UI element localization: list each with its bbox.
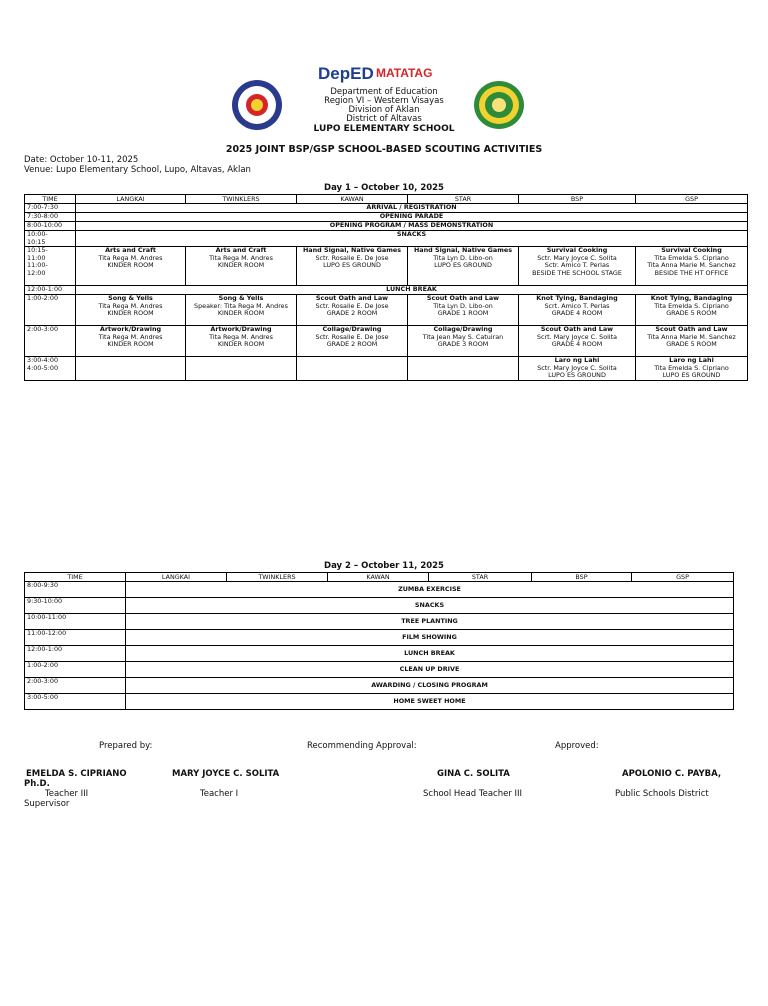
activity-title: Survival Cooking xyxy=(546,246,608,255)
activity-span-cell: OPENING PARADE xyxy=(76,213,748,222)
column-header: GSP xyxy=(636,195,748,204)
activity-detail: Scrt. Amico T. Perlas xyxy=(544,301,610,310)
activity-title: Arts and Craft xyxy=(215,246,267,255)
activity-title: Hand Signal, Native Games xyxy=(302,246,402,255)
column-header: LANGKAI xyxy=(126,573,227,582)
activity-cell xyxy=(519,295,636,326)
activity-title: Song & Yells xyxy=(108,294,153,303)
table-row xyxy=(25,630,734,646)
activity-detail: LUPO ES GROUND xyxy=(548,371,606,380)
activity-span-cell: ZUMBA EXERCISE xyxy=(126,582,734,598)
time-cell: 8:00-10:00 xyxy=(25,222,76,231)
signer-2-role: Teacher I xyxy=(200,789,239,799)
activity-cell xyxy=(408,295,519,326)
time-cell: 8:00-9:30 xyxy=(25,582,126,598)
table-row xyxy=(25,295,748,326)
activity-detail: BESIDE THE HT OFFICE xyxy=(654,268,729,277)
activity-title: Knot Tying, Bandaging xyxy=(536,294,618,303)
table-row xyxy=(25,614,734,630)
activity-detail: KINDER ROOM xyxy=(107,340,154,349)
time-cell: 2:00-3:00 xyxy=(25,678,126,694)
signer-4-role: Public Schools District xyxy=(615,789,709,799)
dept-line: Department of Education xyxy=(330,87,438,97)
signer-2-name: MARY JOYCE C. SOLITA xyxy=(172,769,280,779)
activity-detail: GRADE 3 ROOM xyxy=(437,340,489,349)
time-cell: 7:00-7:30 xyxy=(25,204,76,213)
table-row xyxy=(25,231,748,247)
activity-detail: Tita Rega M. Andres xyxy=(98,253,163,262)
activity-title: Scout Oath and Law xyxy=(540,325,614,334)
activity-detail: KINDER ROOM xyxy=(107,309,154,318)
deped-wordmark: DepED xyxy=(318,64,374,83)
table-row xyxy=(25,694,734,710)
region-line: Region VI – Western Visayas xyxy=(324,96,444,106)
activity-detail: Sctr. Rosalie E. De Jose xyxy=(315,301,389,310)
activity-detail: GRADE 4 ROOM xyxy=(551,340,603,349)
activity-detail: Sctr. Rosalie E. De Jose xyxy=(315,253,389,262)
activity-detail: GRADE 4 ROOM xyxy=(551,309,603,318)
activity-span-cell: SNACKS xyxy=(76,231,748,247)
school-name: LUPO ELEMENTARY SCHOOL xyxy=(313,124,455,134)
time-cell: 12:00-1:00 xyxy=(25,646,126,662)
document-title: 2025 JOINT BSP/GSP SCHOOL-BASED SCOUTING ACTIVITIES xyxy=(225,144,543,155)
signer-1-role: Teacher III xyxy=(45,789,89,799)
activity-title: Song & Yells xyxy=(218,294,264,303)
activity-detail: GRADE 2 ROOM xyxy=(326,309,378,318)
time-cell: 11:00-12:00 xyxy=(25,630,126,646)
activity-detail: KINDER ROOM xyxy=(217,340,265,349)
activity-detail: Scrt. Mary Joyce C. Solita xyxy=(536,332,618,341)
activity-title: Collage/Drawing xyxy=(322,325,382,334)
activity-detail: Tita Emelda S. Cipriano xyxy=(654,301,729,310)
activity-detail: Sctr. Mary Joyce C. Solita xyxy=(537,363,617,372)
table-row xyxy=(25,582,734,598)
activity-span-cell: ARRIVAL / REGISTRATION xyxy=(76,204,748,213)
activity-cell xyxy=(76,357,186,381)
table-row xyxy=(25,357,748,381)
time-cell: 7:30-8:00 xyxy=(25,213,76,222)
time-cell: 1:00-2:00 xyxy=(25,295,76,326)
activity-detail: KINDER ROOM xyxy=(217,261,265,270)
activity-cell xyxy=(519,357,636,381)
activity-cell xyxy=(636,247,748,286)
activity-detail: Tita Emelda S. Cipriano xyxy=(654,363,729,372)
column-header: KAWAN xyxy=(297,195,408,204)
signer-1-name: EMELDA S. CIPRIANO xyxy=(26,769,127,779)
column-header: TIME xyxy=(25,195,76,204)
time-cell: 12:00-1:00 xyxy=(25,286,76,295)
column-header: KAWAN xyxy=(328,573,429,582)
activity-title: Arts and Craft xyxy=(105,246,156,255)
activity-detail: LUPO ES GROUND xyxy=(434,261,492,270)
activity-detail: GRADE 2 ROOM xyxy=(326,340,378,349)
activity-cell xyxy=(186,247,297,286)
activity-cell xyxy=(76,326,186,357)
activity-detail: Tita Emelda S. Cipriano xyxy=(654,253,729,262)
activity-title: Scout Oath and Law xyxy=(655,325,728,334)
table-row xyxy=(25,222,748,231)
column-header: TWINKLERS xyxy=(186,195,297,204)
signer-4-name-cont: Ph.D. xyxy=(24,779,50,789)
activity-title: Artwork/Drawing xyxy=(210,325,272,334)
activity-span-cell: TREE PLANTING xyxy=(126,614,734,630)
activity-detail: KINDER ROOM xyxy=(217,309,265,318)
activity-title: Survival Cooking xyxy=(661,246,722,255)
table-row xyxy=(25,598,734,614)
activity-detail: Tita Rega M. Andres xyxy=(209,253,273,262)
activity-cell xyxy=(186,357,297,381)
time-cell: 10:00- 10:15 xyxy=(25,231,76,247)
activity-detail: GRADE 1 ROOM xyxy=(437,309,489,318)
activity-detail: Speaker: Tita Rega M. Andres xyxy=(194,301,288,310)
table-row xyxy=(25,678,734,694)
event-date: Date: October 10-11, 2025 xyxy=(24,155,139,165)
table-row xyxy=(25,326,748,357)
matatag-wordmark: MATATAG xyxy=(376,66,433,80)
activity-detail: Tita Jean May S. Catuiran xyxy=(422,332,504,341)
activity-detail: KINDER ROOM xyxy=(107,261,154,270)
time-cell: 10:15- 11:00 11:00- 12:00 xyxy=(25,247,76,286)
activity-cell xyxy=(76,247,186,286)
recommending-approval-label: Recommending Approval: xyxy=(307,741,417,751)
day1-title: Day 1 – October 10, 2025 xyxy=(324,183,444,193)
activity-detail: Tita Rega M. Andres xyxy=(209,332,273,341)
activity-cell xyxy=(76,295,186,326)
activity-detail: BESIDE THE SCHOOL STAGE xyxy=(532,268,622,277)
activity-detail: GRADE 5 ROOM xyxy=(666,309,717,318)
activity-span-cell: AWARDING / CLOSING PROGRAM xyxy=(126,678,734,694)
time-cell: 3:00-4:00 4:00-5:00 xyxy=(25,357,76,381)
activity-cell xyxy=(297,357,408,381)
activity-title: Scout Oath and Law xyxy=(315,294,389,303)
time-cell: 2:00-3:00 xyxy=(25,326,76,357)
activity-span-cell: LUNCH BREAK xyxy=(126,646,734,662)
activity-cell xyxy=(519,247,636,286)
activity-detail: Tita Lyn D. Libo-on xyxy=(433,253,493,262)
deped-matatag-logo xyxy=(318,64,448,86)
activity-detail: Tita Rega M. Andres xyxy=(98,301,163,310)
activity-detail: LUPO ES GROUND xyxy=(323,261,381,270)
column-header: BSP xyxy=(519,195,636,204)
activity-detail: Tita Anna Marie M. Sanchez xyxy=(647,261,736,270)
column-header: LANGKAI xyxy=(76,195,186,204)
activity-cell xyxy=(519,326,636,357)
activity-detail: Tita Anna Marie M. Sanchez xyxy=(647,332,736,341)
activity-detail: LUPO ES GROUND xyxy=(662,371,721,380)
time-cell: 1:00-2:00 xyxy=(25,662,126,678)
event-venue: Venue: Lupo Elementary School, Lupo, Altavas, Aklan xyxy=(24,165,251,175)
table-row xyxy=(25,247,748,286)
time-cell: 10:00-11:00 xyxy=(25,614,126,630)
activity-cell xyxy=(297,247,408,286)
activity-detail: GRADE 5 ROOM xyxy=(666,340,717,349)
day1-schedule-table xyxy=(24,194,748,381)
activity-span-cell: CLEAN UP DRIVE xyxy=(126,662,734,678)
table-row xyxy=(25,646,734,662)
activity-cell xyxy=(186,326,297,357)
activity-detail: Tita Rega M. Andres xyxy=(98,332,163,341)
activity-span-cell: HOME SWEET HOME xyxy=(126,694,734,710)
time-cell: 9:30-10:00 xyxy=(25,598,126,614)
column-header: TIME xyxy=(25,573,126,582)
day2-schedule-table xyxy=(24,572,734,710)
activity-detail: Tita Lyn D. Libo-on xyxy=(433,301,493,310)
activity-detail: Sctr. Amico T. Perlas xyxy=(544,261,610,270)
approved-label: Approved: xyxy=(555,741,599,751)
column-header: GSP xyxy=(632,573,734,582)
activity-detail: Sctr. Mary Joyce C. Solita xyxy=(537,253,617,262)
table-row xyxy=(25,662,734,678)
activity-title: Scout Oath and Law xyxy=(426,294,500,303)
activity-title: Knot Tying, Bandaging xyxy=(650,294,733,303)
district-line: District of Altavas xyxy=(346,114,422,124)
signer-4-role-cont: Supervisor xyxy=(24,799,70,809)
activity-span-cell: LUNCH BREAK xyxy=(76,286,748,295)
signer-4-name: APOLONIO C. PAYBA, xyxy=(622,769,722,779)
division-line: Division of Aklan xyxy=(348,105,420,115)
activity-span-cell: OPENING PROGRAM / MASS DEMONSTRATION xyxy=(76,222,748,231)
activity-span-cell: FILM SHOWING xyxy=(126,630,734,646)
activity-detail: Sctr. Rosalie E. De Jose xyxy=(315,332,389,341)
column-header: STAR xyxy=(429,573,532,582)
activity-title: Artwork/Drawing xyxy=(99,325,162,334)
signer-3-name: GINA C. SOLITA xyxy=(437,769,510,779)
column-header: TWINKLERS xyxy=(227,573,328,582)
activity-cell xyxy=(297,326,408,357)
time-cell: 3:00-5:00 xyxy=(25,694,126,710)
activity-cell xyxy=(408,326,519,357)
activity-cell xyxy=(636,357,748,381)
column-header: BSP xyxy=(532,573,632,582)
day2-title: Day 2 – October 11, 2025 xyxy=(324,561,444,571)
activity-cell xyxy=(408,357,519,381)
activity-title: Laro ng Lahi xyxy=(554,356,600,365)
activity-title: Laro ng Lahi xyxy=(669,356,714,365)
activity-cell xyxy=(186,295,297,326)
column-header: STAR xyxy=(408,195,519,204)
signer-3-role: School Head Teacher III xyxy=(423,789,523,799)
activity-span-cell: SNACKS xyxy=(126,598,734,614)
day2-header-row xyxy=(25,573,734,582)
activity-title: Hand Signal, Native Games xyxy=(413,246,513,255)
activity-cell xyxy=(297,295,408,326)
activity-cell xyxy=(408,247,519,286)
activity-title: Collage/Drawing xyxy=(433,325,493,334)
prepared-by-label: Prepared by: xyxy=(99,741,153,751)
activity-cell xyxy=(636,326,748,357)
activity-cell xyxy=(636,295,748,326)
